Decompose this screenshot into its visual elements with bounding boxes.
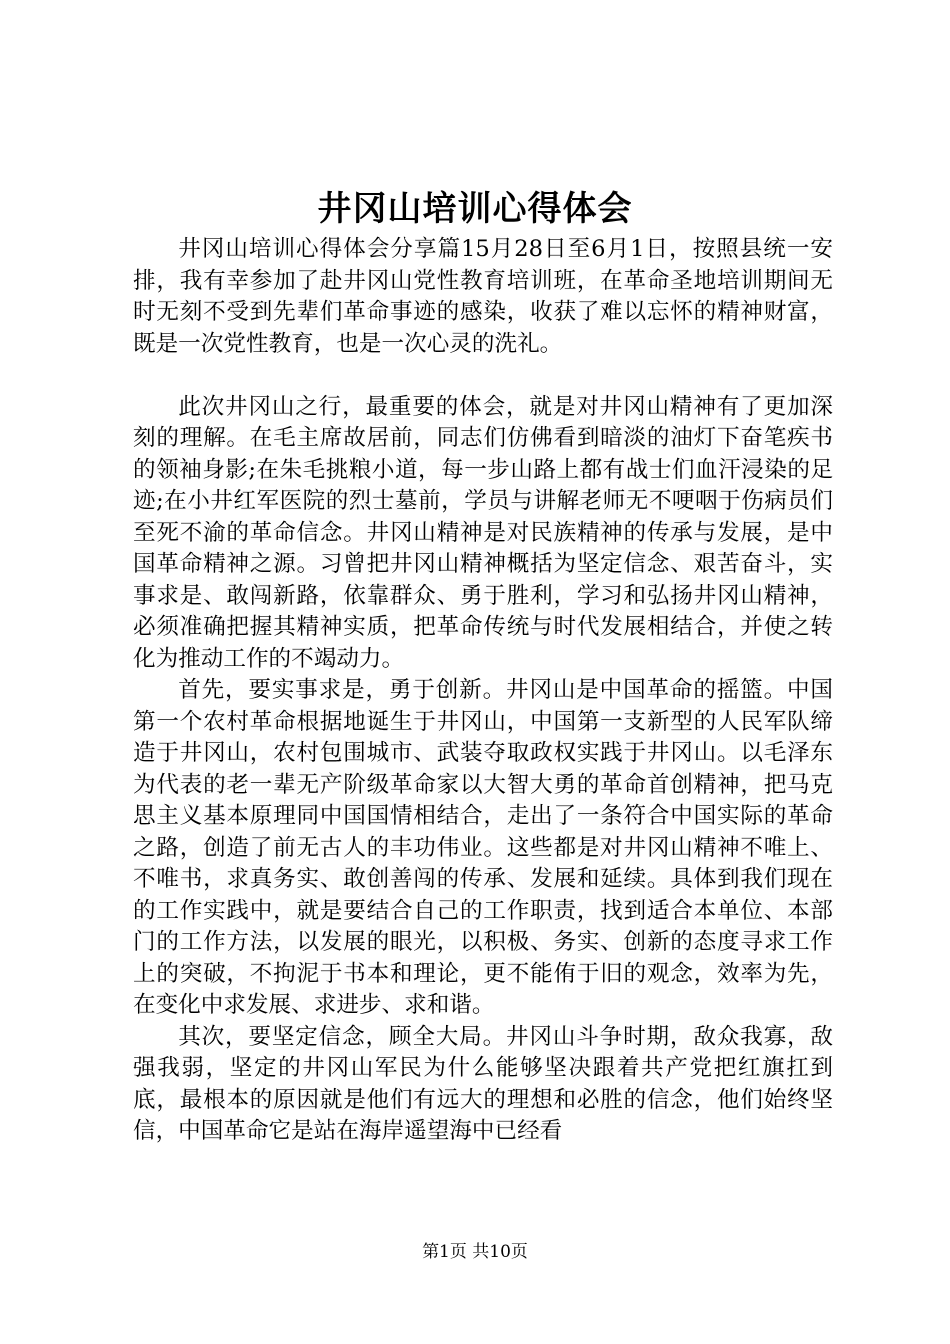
document-body — [133, 234, 833, 1148]
page-number-footer: 第1页 共10页 — [422, 1242, 528, 1262]
paragraph-intro: 井冈山培训心得体会分享篇15月28日至6月1日，按照县统一安排，我有幸参加了赴井冈山党性教育培训班，在革命圣地培训期间无时无刻不受到先辈们革命事迹的感染，收获了难以忘怀的精神财富，既是一次党性教育，也是一次心灵的洗礼。 — [133, 236, 833, 357]
document-title: 井冈山培训心得体会 — [317, 189, 633, 229]
paragraph-first: 首先，要实事求是，勇于创新。井冈山是中国革命的摇篮。中国第一个农村革命根据地诞生于井冈山，中国第一支新型的人民军队缔造于井冈山，农村包围城市、武装夺取政权实践于井冈山。以毛泽东为代表的老一辈无产阶级革命家以大智大勇的革命首创精神，把马克思主义基本原理同中国国情相结合，走出了一条符合中国实际的革命之路，创造了前无古人的丰功伟业。这些都是对井冈山精神不唯上、不唯书，求真务实、敢创善闯的传承、发展和延续。具体到我们现在的工作实践中，就是要结合自己的工作职责，找到适合本单位、本部门的工作方法，以发展的眼光，以积极、务实、创新的态度寻求工作上的突破，不拘泥于书本和理论，更不能侑于旧的观念，效率为先，在变化中求发展、求进步、求和谐。 — [133, 677, 833, 1018]
paragraph-spirit: 此次井冈山之行，最重要的体会，就是对井冈山精神有了更加深刻的理解。在毛主席故居前，同志们仿佛看到暗淡的油灯下奋笔疾书的领袖身影;在朱毛挑粮小道，每一步山路上都有战士们血汗浸染的足迹;在小井红军医院的烈士墓前，学员与讲解老师无不哽咽于伤病员们至死不渝的革命信念。井冈山精神是对民族精神的传承与发展，是中国革命精神之源。习曾把井冈山精神概括为坚定信念、艰苦奋斗，实事求是、敢闯新路，依靠群众、勇于胜利，学习和弘扬井冈山精神，必须准确把握其精神实质，把革命传统与时代发展相结合，并使之转化为推动工作的不竭动力。 — [133, 393, 833, 672]
paragraph-second: 其次，要坚定信念，顾全大局。井冈山斗争时期，敌众我寡，敌强我弱，坚定的井冈山军民为什么能够坚决跟着共产党把红旗扛到底，最根本的原因就是他们有远大的理想和必胜的信念，他们始终坚信，中国革命它是站在海岸遥望海中已经看 — [133, 1023, 833, 1144]
